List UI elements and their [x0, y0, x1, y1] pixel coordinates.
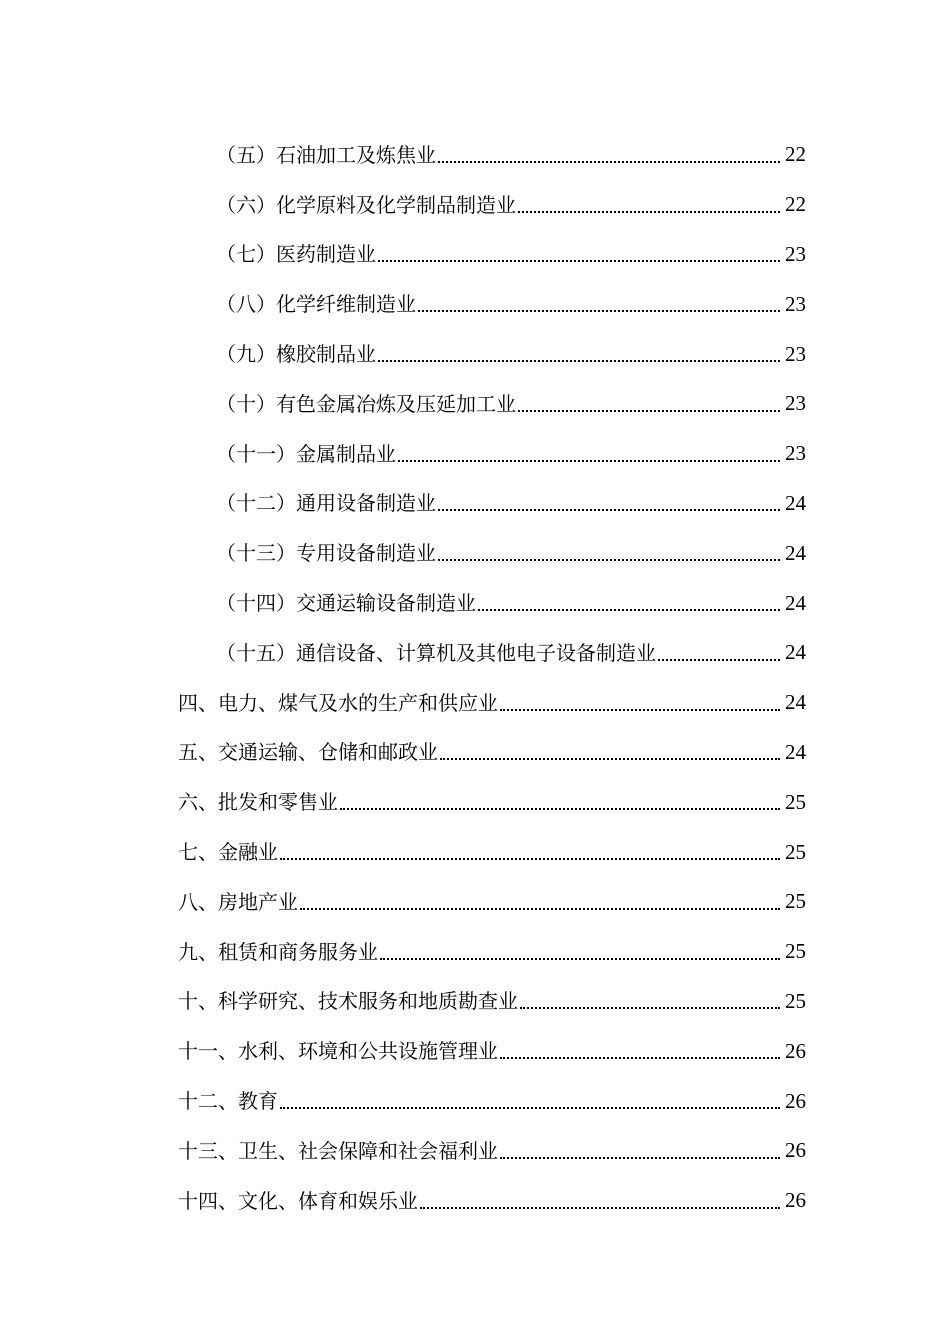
toc-entry[interactable] [0, 479, 950, 529]
dot-leader [398, 440, 780, 462]
toc-page-number: 24 [785, 739, 806, 764]
toc-page-number: 25 [785, 988, 806, 1013]
toc-entry[interactable] [0, 578, 950, 628]
toc-entry-title: （七）医药制造业 [216, 242, 376, 267]
toc-entry[interactable] [0, 1176, 950, 1226]
toc-entry[interactable] [0, 777, 950, 827]
toc-entry[interactable] [0, 977, 950, 1027]
toc-entry-title: 十四、文化、体育和娱乐业 [178, 1188, 418, 1213]
dot-leader [438, 141, 780, 163]
dot-leader [520, 987, 780, 1009]
toc-page-number: 23 [785, 341, 806, 366]
toc-entry-title: （十二）通用设备制造业 [216, 491, 436, 516]
toc-entry[interactable] [0, 927, 950, 977]
toc-entry-title: （十五）通信设备、计算机及其他电子设备制造业 [216, 640, 656, 665]
toc-entry[interactable] [0, 1026, 950, 1076]
toc-page-number: 26 [785, 1138, 806, 1163]
dot-leader [440, 738, 780, 760]
dot-leader [280, 1087, 780, 1109]
toc-entry[interactable] [0, 180, 950, 230]
toc-entry-title: 四、电力、煤气及水的生产和供应业 [178, 690, 498, 715]
toc-entry-title: （十一）金属制品业 [216, 441, 396, 466]
toc-page-number: 23 [785, 241, 806, 266]
toc-page-number: 24 [785, 640, 806, 665]
toc-entry[interactable] [0, 728, 950, 778]
toc-entry[interactable] [0, 1076, 950, 1126]
dot-leader [500, 689, 780, 711]
dot-leader [438, 539, 780, 561]
toc-entry[interactable] [0, 329, 950, 379]
toc-page-number: 22 [785, 142, 806, 167]
toc-page-number: 26 [785, 1038, 806, 1063]
toc-page-number: 25 [785, 839, 806, 864]
toc-entry-title: （十四）交通运输设备制造业 [216, 591, 476, 616]
toc-page-number: 23 [785, 391, 806, 416]
toc-entry[interactable] [0, 279, 950, 329]
toc-page-number: 23 [785, 291, 806, 316]
dot-leader [518, 390, 780, 412]
dot-leader [300, 888, 780, 910]
toc-entry-title: 十、科学研究、技术服务和地质勘查业 [178, 989, 518, 1014]
toc-page-number: 24 [785, 590, 806, 615]
toc-page-number: 22 [785, 192, 806, 217]
dot-leader [378, 340, 780, 362]
toc-entry-title: 五、交通运输、仓储和邮政业 [178, 740, 438, 765]
dot-leader [500, 1137, 780, 1159]
dot-leader [500, 1037, 780, 1059]
dot-leader [280, 838, 780, 860]
dot-leader [378, 240, 780, 262]
toc-page-number: 24 [785, 690, 806, 715]
toc-page-number: 23 [785, 441, 806, 466]
toc-entry-title: 十三、卫生、社会保障和社会福利业 [178, 1138, 498, 1163]
toc-entry-title: （十）有色金属冶炼及压延加工业 [216, 391, 516, 416]
toc-page-number: 24 [785, 540, 806, 565]
dot-leader [518, 191, 780, 213]
toc-entry-title: （五）石油加工及炼焦业 [216, 142, 436, 167]
toc-entry[interactable] [0, 678, 950, 728]
toc-entry-title: （六）化学原料及化学制品制造业 [216, 192, 516, 217]
toc-entry-title: （八）化学纤维制造业 [216, 292, 416, 317]
toc-entry[interactable] [0, 429, 950, 479]
toc-entry-title: 六、批发和零售业 [178, 790, 338, 815]
toc-page-number: 26 [785, 1088, 806, 1113]
toc-entry[interactable] [0, 230, 950, 280]
toc-entry-title: 八、房地产业 [178, 889, 298, 914]
toc-entry[interactable] [0, 628, 950, 678]
toc-entry-title: （九）橡胶制品业 [216, 342, 376, 367]
toc-entry[interactable] [0, 528, 950, 578]
toc-entry-title: 七、金融业 [178, 840, 278, 865]
toc-entry-title: 十一、水利、环境和公共设施管理业 [178, 1039, 498, 1064]
toc-page-number: 24 [785, 490, 806, 515]
dot-leader [658, 639, 780, 661]
table-of-contents [0, 130, 950, 1226]
dot-leader [340, 788, 780, 810]
toc-entry[interactable] [0, 877, 950, 927]
toc-page-number: 25 [785, 939, 806, 964]
toc-entry-title: 十二、教育 [178, 1089, 278, 1114]
toc-entry[interactable] [0, 827, 950, 877]
toc-entry-title: 九、租赁和商务服务业 [178, 939, 378, 964]
dot-leader [380, 938, 780, 960]
dot-leader [438, 489, 780, 511]
dot-leader [418, 290, 780, 312]
toc-entry[interactable] [0, 1126, 950, 1176]
toc-entry[interactable] [0, 130, 950, 180]
toc-page-number: 26 [785, 1188, 806, 1213]
toc-page-number: 25 [785, 889, 806, 914]
toc-entry-title: （十三）专用设备制造业 [216, 541, 436, 566]
dot-leader [420, 1187, 780, 1209]
toc-entry[interactable] [0, 379, 950, 429]
dot-leader [478, 589, 780, 611]
toc-page-number: 25 [785, 789, 806, 814]
